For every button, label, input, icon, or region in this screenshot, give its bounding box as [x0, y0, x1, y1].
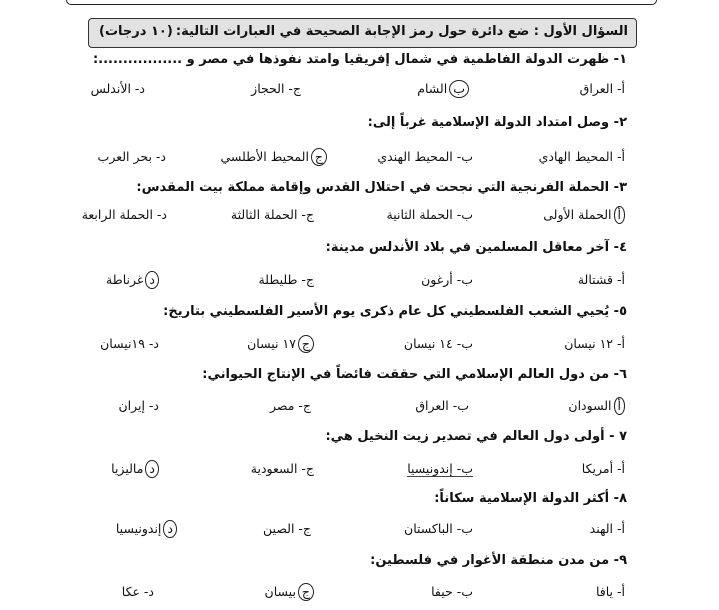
q8-option-a: أ- الهند	[589, 521, 625, 536]
question-marks: (١٠ درجات)	[99, 24, 173, 39]
q1-option-c: ج- الحجاز	[251, 81, 301, 96]
q5-option-a: أ- ١٢ نيسان	[564, 336, 625, 351]
answer-circle: أ	[614, 206, 625, 224]
q6-option-d: د- إيران	[118, 398, 159, 413]
q2-option-d: د- بحر العرب	[97, 149, 166, 164]
q6-option-c: ج- مصر	[270, 398, 311, 413]
question-8: ٨- أكثر الدولة الإسلامية سكاناً:	[434, 491, 627, 506]
question-header	[88, 18, 637, 48]
q1-option-d: د- الأندلس	[90, 81, 145, 96]
q2-option-a: أ- المحيط الهادي	[538, 149, 625, 164]
answer-circle: ج	[311, 148, 327, 166]
answer-circle: أ	[614, 397, 625, 415]
q7-option-a: أ- أمريكا	[581, 461, 625, 476]
answer-circle: ب	[449, 80, 469, 98]
q4-option-a: أ- قشتالة	[577, 272, 625, 287]
question-4: ٤- آخر معاقل المسلمين في بلاد الأندلس مدينة:	[325, 240, 627, 255]
q8-option-c: ج- الصين	[263, 521, 311, 536]
q1-option-a: أ- العراق	[579, 81, 625, 96]
question-2: ٢- وصل امتداد الدولة الإسلامية غرباً إلى:	[367, 115, 627, 130]
answer-circle: د	[145, 271, 159, 289]
q8-option-d: دإندونيسيا	[116, 520, 177, 538]
q6-option-b: ب- العراق	[415, 398, 469, 413]
q4-option-d: دغرناطة	[106, 271, 159, 289]
answer-circle: ج	[298, 335, 314, 353]
question-7: ٧ - أولى دول العالم في تصدير زيت النخيل هي:	[325, 429, 627, 444]
q3-option-a: أالحملة الأولى	[543, 206, 625, 224]
q4-option-c: ج- طليطلة	[258, 272, 314, 287]
question-title: السؤال الأول : ضع دائرة حول رمز الإجابة الصحيحة في العبارات التالية:	[175, 24, 628, 39]
q3-option-b: ب- الحملة الثانية	[386, 207, 473, 222]
q9-option-a: أ- يافا	[595, 584, 625, 599]
q2-option-b: ب- المحيط الهندي	[377, 149, 473, 164]
question-3: ٣- الحملة الفرنجية التي نجحت في احتلال القدس وإقامة مملكة بيت المقدس:	[136, 180, 627, 195]
q9-option-b: ب- حيفا	[431, 584, 473, 599]
page-frame	[66, 0, 657, 5]
q3-option-c: ج- الحملة الثالثة	[230, 207, 314, 222]
answer-circle: د	[163, 520, 177, 538]
q7-option-d: دماليزيا	[111, 460, 159, 478]
q7-option-c: ج- السعودية	[250, 461, 314, 476]
q9-option-c: جبيسان	[265, 583, 314, 601]
answer-circle: د	[145, 460, 159, 478]
q9-option-d: د- عكا	[121, 584, 154, 599]
q5-option-c: ج١٧ نيسان	[247, 335, 314, 353]
q2-option-c: جالمحيط الأطلسي	[220, 148, 327, 166]
q1-option-b: بالشام	[417, 80, 469, 98]
q7-option-b: ب- إندونيسيا	[407, 461, 473, 476]
q5-option-d: د- ١٩نيسان	[100, 336, 159, 351]
answer-circle: ج	[298, 583, 314, 601]
question-6: ٦- من دول العالم الإسلامي التي حققت فائضاً في الإنتاج الحيواني:	[202, 367, 627, 382]
q5-option-b: ب- ١٤ نيسان	[403, 336, 473, 351]
question-5: ٥- يُحيي الشعب الفلسطيني كل عام ذكرى يوم الأسير الفلسطيني بتاريخ:	[163, 304, 627, 319]
q3-option-d: د- الحملة الرابعة	[81, 207, 167, 222]
q4-option-b: ب- أرغون	[421, 272, 473, 287]
question-1: ١- ظهرت الدولة الفاطمية في شمال إفريقيا وامتد نفوذها في مصر و .................:	[92, 52, 627, 67]
q8-option-b: ب- الباكستان	[404, 521, 473, 536]
q6-option-a: أالسودان	[568, 397, 625, 415]
question-9: ٩- من مدن منطقة الأغوار في فلسطين:	[370, 553, 627, 568]
